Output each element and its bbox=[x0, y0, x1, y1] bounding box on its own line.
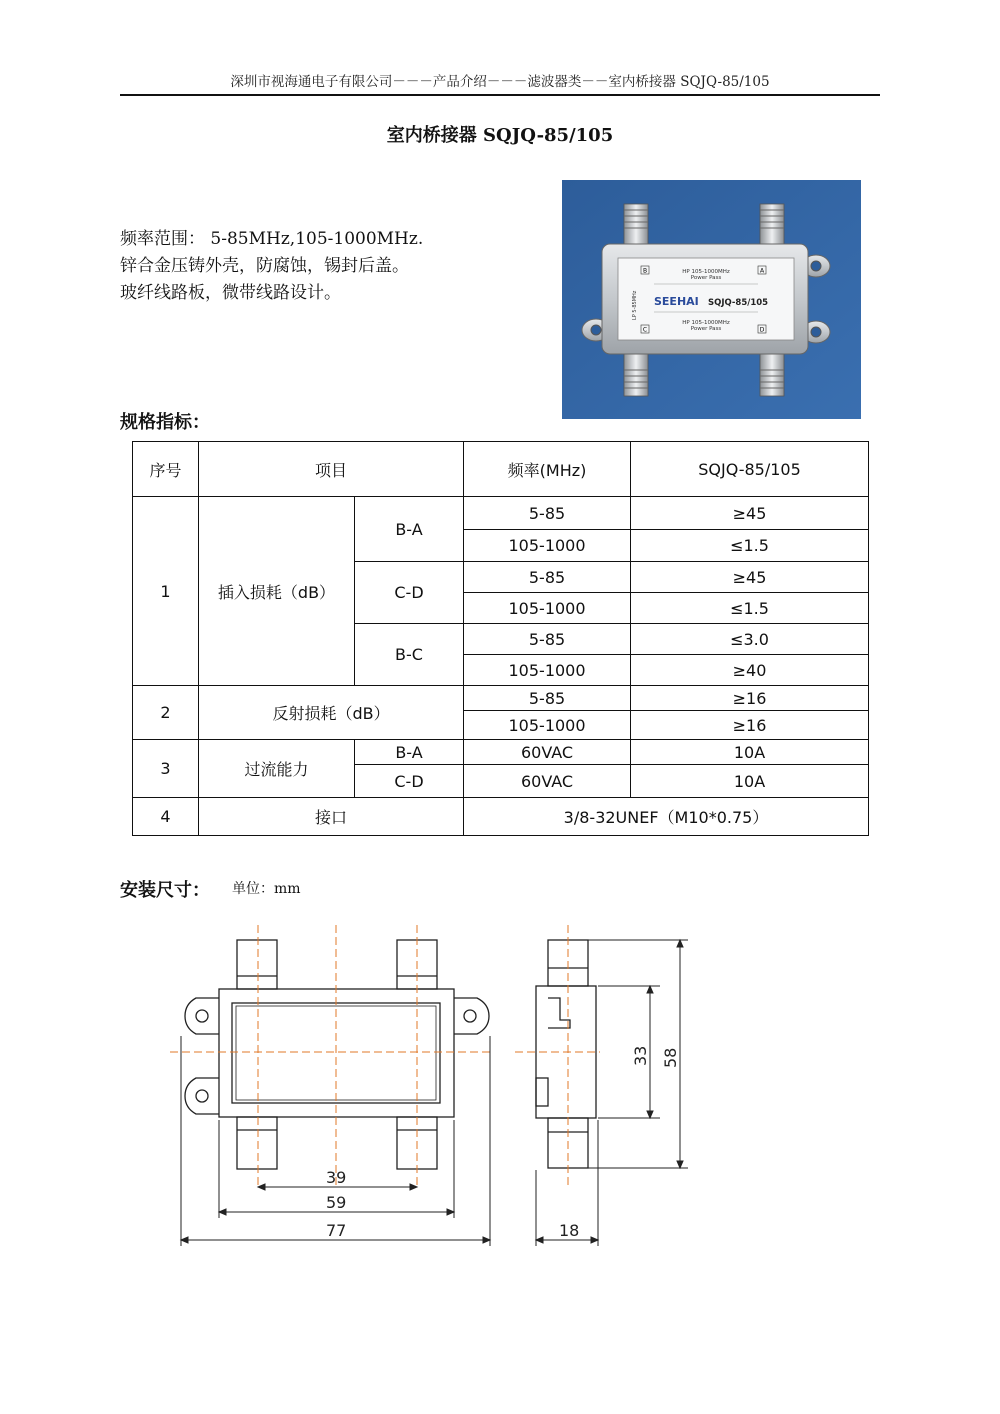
header-cell: 项目 bbox=[199, 442, 464, 497]
freq-cell: 60VAC bbox=[464, 740, 631, 765]
row-number: 1 bbox=[133, 497, 199, 686]
page-header: 深圳市视海通电子有限公司－－－产品介绍－－－滤波器类－－室内桥接器 SQJQ-85/105 bbox=[230, 74, 770, 90]
row-item: 反射损耗（dB） bbox=[199, 686, 464, 740]
description-line: 频率范围： 5-85MHz,105-1000MHz. bbox=[120, 229, 424, 249]
value-cell: 10A bbox=[631, 740, 869, 765]
photo-port-b: B bbox=[642, 267, 648, 275]
freq-cell: 105-1000 bbox=[464, 655, 631, 686]
freq-cell: 105-1000 bbox=[464, 530, 631, 562]
header-cell: 频率(MHz) bbox=[464, 442, 631, 497]
table-row bbox=[133, 497, 869, 530]
photo-pp-top: Power Pass bbox=[690, 275, 722, 281]
value-cell: 3/8-32UNEF（M10*0.75） bbox=[464, 798, 869, 836]
table-row bbox=[133, 740, 869, 765]
connector-icon bbox=[624, 204, 648, 250]
value-cell: ≥16 bbox=[631, 711, 869, 740]
dim-33-label: 33 bbox=[631, 1045, 650, 1066]
photo-hp-bottom: HP 105-1000MHz bbox=[682, 320, 730, 326]
row-number: 2 bbox=[133, 686, 199, 740]
path-cell: C-D bbox=[355, 562, 464, 624]
connector-icon bbox=[760, 204, 784, 250]
freq-cell: 5-85 bbox=[464, 624, 631, 655]
header-cell: 序号 bbox=[133, 442, 199, 497]
freq-cell: 60VAC bbox=[464, 765, 631, 798]
freq-cell: 5-85 bbox=[464, 562, 631, 593]
dimensions-unit: 单位：mm bbox=[232, 881, 301, 897]
photo-model: SQJQ-85/105 bbox=[708, 298, 769, 308]
photo-pp-bottom: Power Pass bbox=[690, 326, 722, 332]
row-item: 插入损耗（dB） bbox=[199, 497, 355, 686]
connector-icon bbox=[624, 350, 648, 396]
table-header-row bbox=[133, 442, 869, 497]
value-cell: ≥45 bbox=[631, 497, 869, 530]
product-photo bbox=[562, 180, 861, 419]
dim-39-label: 39 bbox=[326, 1168, 347, 1187]
dim-18-label: 18 bbox=[559, 1221, 580, 1240]
dim-58-label: 58 bbox=[661, 1047, 680, 1068]
path-cell: B-C bbox=[355, 624, 464, 686]
value-cell: ≤1.5 bbox=[631, 530, 869, 562]
header-cell: SQJQ-85/105 bbox=[631, 442, 869, 497]
front-connector-bl bbox=[237, 1117, 277, 1169]
dimensions-heading: 安装尺寸： bbox=[120, 880, 210, 901]
value-cell: ≥45 bbox=[631, 562, 869, 593]
connector-icon bbox=[760, 350, 784, 396]
page-title: 室内桥接器 SQJQ-85/105 bbox=[386, 125, 614, 146]
freq-cell: 5-85 bbox=[464, 686, 631, 711]
freq-cell: 105-1000 bbox=[464, 593, 631, 624]
value-cell: ≥16 bbox=[631, 686, 869, 711]
header-rule bbox=[120, 94, 880, 96]
row-number: 4 bbox=[133, 798, 199, 836]
freq-cell: 105-1000 bbox=[464, 711, 631, 740]
row-item: 过流能力 bbox=[199, 740, 355, 798]
spec-table bbox=[132, 441, 869, 836]
freq-cell: 5-85 bbox=[464, 497, 631, 530]
photo-lp-side: LP 5-85MHz bbox=[632, 290, 638, 320]
front-connector-tl bbox=[237, 940, 277, 989]
table-row bbox=[133, 798, 869, 836]
description-line: 玻纤线路板，微带线路设计。 bbox=[120, 283, 341, 303]
row-item: 接口 bbox=[199, 798, 464, 836]
photo-port-c: C bbox=[642, 326, 648, 334]
path-cell: C-D bbox=[355, 765, 464, 798]
value-cell: ≤1.5 bbox=[631, 593, 869, 624]
path-cell: B-A bbox=[355, 497, 464, 562]
row-number: 3 bbox=[133, 740, 199, 798]
path-cell: B-A bbox=[355, 740, 464, 765]
dimension-drawing bbox=[150, 915, 710, 1255]
photo-brand: SEEHAI bbox=[654, 295, 699, 308]
photo-port-d: D bbox=[759, 326, 765, 334]
photo-port-a: A bbox=[759, 267, 765, 275]
table-row bbox=[133, 686, 869, 711]
dim-59-label: 59 bbox=[326, 1193, 347, 1212]
description-line: 锌合金压铸外壳，防腐蚀，锡封后盖。 bbox=[120, 256, 409, 276]
value-cell: ≤3.0 bbox=[631, 624, 869, 655]
dim-77-label: 77 bbox=[326, 1221, 347, 1240]
product-description bbox=[120, 226, 423, 307]
value-cell: 10A bbox=[631, 765, 869, 798]
photo-hp-top: HP 105-1000MHz bbox=[682, 269, 730, 275]
value-cell: ≥40 bbox=[631, 655, 869, 686]
spec-heading: 规格指标： bbox=[120, 412, 210, 433]
